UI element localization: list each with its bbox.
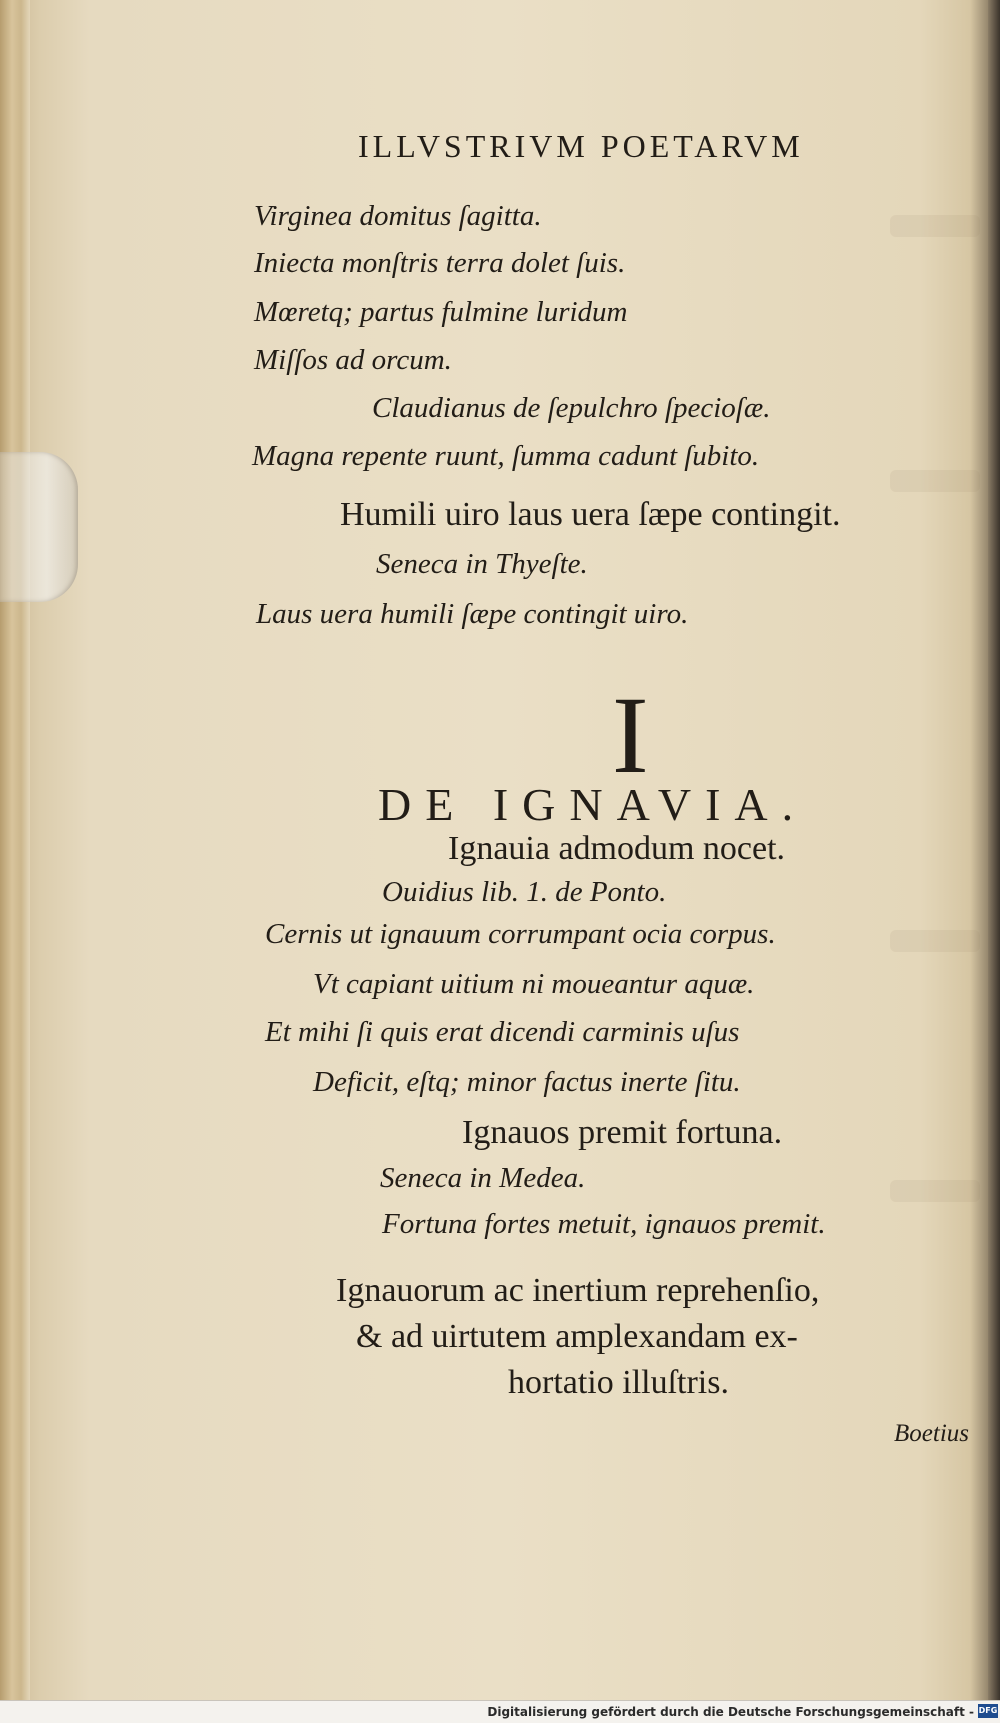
source-citation: Ouidius lib. 1. de Ponto.	[382, 876, 667, 908]
verse-line: Iniecta monſtris terra dolet ſuis.	[254, 247, 626, 279]
verse-line: Magna repente ruunt, ſumma cadunt ſubito.	[252, 440, 760, 472]
verse-line: Mœretq; partus fulmine luridum	[254, 296, 628, 328]
verse-line: Cernis ut ignauum corrumpant ocia corpus.	[265, 918, 776, 950]
source-citation: Seneca in Thyeſte.	[376, 548, 588, 580]
funding-credit: Digitalisierung gefördert durch die Deutsche Forschungsgemeinschaft -	[487, 1705, 974, 1719]
footer-bar	[0, 1700, 1000, 1723]
running-header: ILLVSTRIVM POETARVM	[358, 128, 804, 164]
page-edge-shadow	[988, 0, 1000, 1723]
show-through	[890, 930, 980, 952]
topic-heading: Ignauos premit fortuna.	[462, 1114, 783, 1151]
source-citation: Seneca in Medea.	[380, 1162, 586, 1194]
topic-heading: & ad uirtutem amplexandam ex-	[356, 1318, 798, 1355]
section-heading: DE IGNAVIA.	[378, 779, 808, 830]
source-citation: Claudianus de ſepulchro ſpecioſæ.	[372, 392, 771, 424]
catchword: Boetius	[894, 1420, 969, 1447]
dfg-logo: DFG	[978, 1704, 998, 1718]
topic-heading: Ignauia admodum nocet.	[448, 830, 786, 867]
page-clip	[0, 452, 78, 602]
show-through	[890, 215, 980, 237]
verse-line: Deficit, eſtq; minor factus inerte ſitu.	[313, 1066, 741, 1098]
verse-line: Fortuna fortes metuit, ignauos premit.	[382, 1208, 826, 1240]
verse-line: Et mihi ſi quis erat dicendi carminis uſus	[265, 1016, 740, 1048]
topic-heading: hortatio illuſtris.	[508, 1364, 729, 1401]
show-through	[890, 1180, 980, 1202]
topic-heading: Ignauorum ac inertium reprehenſio,	[336, 1272, 820, 1309]
show-through	[890, 470, 980, 492]
book-spine	[0, 0, 30, 1723]
verse-line: Miſſos ad orcum.	[254, 344, 452, 376]
topic-heading: Humili uiro laus uera ſæpe contingit.	[340, 496, 841, 533]
verse-line: Vt capiant uitium ni moueantur aquæ.	[313, 968, 755, 1000]
verse-line: Virginea domitus ſagitta.	[254, 200, 542, 232]
section-initial: I	[612, 674, 649, 796]
verse-line: Laus uera humili ſæpe contingit uiro.	[256, 598, 689, 630]
